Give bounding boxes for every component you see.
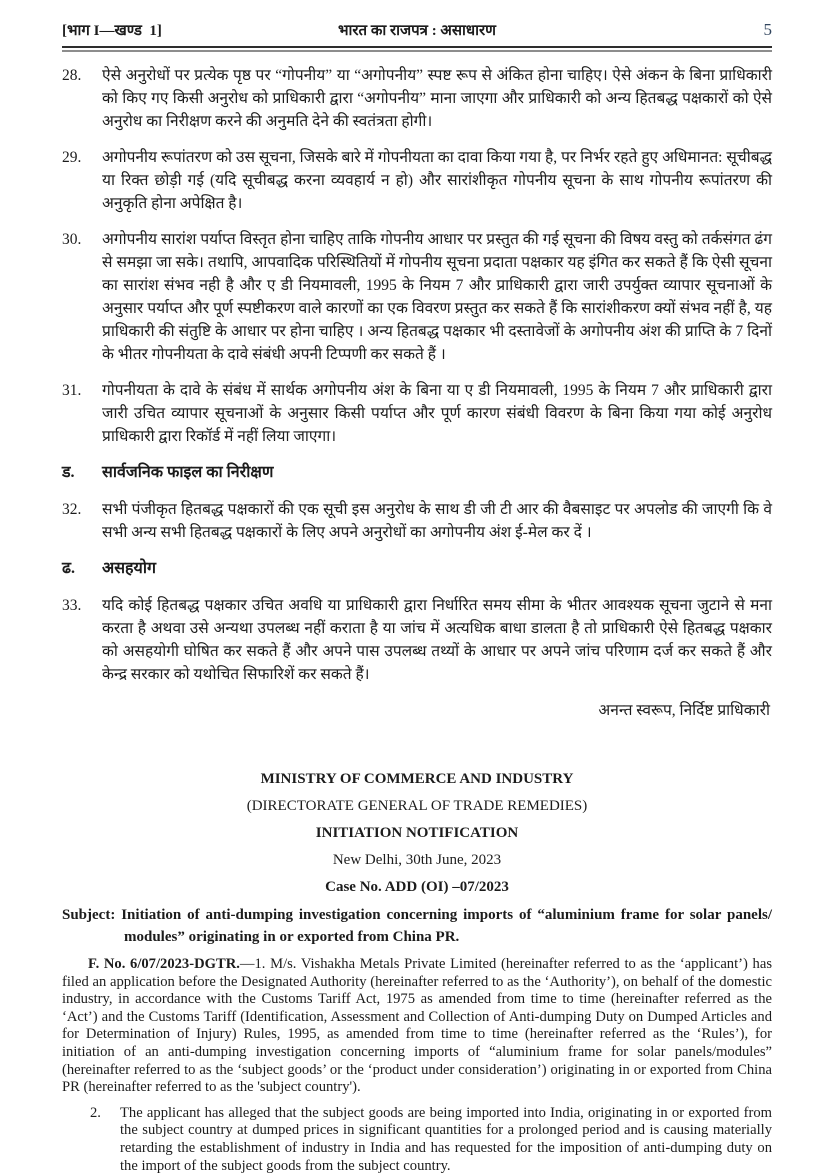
gazette-title: भारत का राजपत्र : असाधारण [337,23,497,39]
subject-label: Subject: [62,907,116,923]
paragraph-text: —1. M/s. Vishakha Metals Private Limited (hereinafter referred to as the ‘applicant’) has filed an application before the Designated Authority (hereinafter referred to as the ‘Authority’), on behalf of the domestic industry, in accordance with the Customs Tariff Act, 1975 as amended from time to time (hereinafter referred as the ‘Act’) and the Customs Tariff (Identification, Assessment and Collection of Anti-dumping Duty on Dumped Articles and for Determination of Injury) Rules, 1995, as amended from time to time (hereinafter referred as the ‘Rules’), for initiation of an anti-dumping investigation concerning imports of “aluminium frame for solar panels/modules” (hereinafter referred to as the ‘subject goods’ or the ‘product under consideration’) originating in or exported from China PR (hereinafter referred to as the 'subject country'). [62,956,772,1096]
english-paragraph-2 [62,1105,772,1175]
file-number: F. No. 6/07/2023-DGTR. [88,956,240,972]
hindi-paragraph-28 [62,64,772,133]
section-heading-public-file-inspection [62,461,772,484]
hindi-paragraph-29 [62,146,772,215]
hindi-paragraph-30 [62,228,772,366]
hindi-paragraph-32 [62,498,772,544]
paragraph-number: 32. [62,501,82,518]
hindi-paragraph-31 [62,379,772,448]
paragraph-number: 2. [90,1104,101,1121]
paragraph-number: 30. [62,231,82,248]
section-title: असहयोग [102,560,156,577]
paragraph-number: 29. [62,149,82,166]
section-letter: ढ. [62,560,76,577]
paragraph-text: यदि कोई हितबद्ध पक्षकार उचित अवधि या प्राधिकारी द्वारा निर्धारित समय सीमा के भीतर आवश्यक सूचना जुटाने से मना करता है अथवा उसे अन्यथा उपलब्ध नहीं कराता है या जांच में अत्यधिक बाधा डालता है तो प्राधिकारी ऐसे हितबद्ध पक्षकार को असहयोगी घोषित कर सकते हैं और अपने पास उपलब्ध तथ्यों के आधार पर अपने जांच परिणाम दर्ज कर सकते हैं और केन्द्र सरकार को यथोचित सिफारिशें कर सकते हैं। [102,597,772,683]
hindi-paragraph-33 [62,594,772,686]
paragraph-number: 28. [62,67,82,84]
subject-text: Initiation of anti-dumping investigation concerning imports of “aluminium frame for solar panels/ modules” originating in or exported from China PR. [121,907,773,945]
paragraph-number: 33. [62,597,82,614]
paragraph-number: 31. [62,382,82,399]
section-letter: ड. [62,464,75,481]
english-heading-block [62,770,772,896]
hindi-section [62,64,772,722]
paragraph-text: ऐसे अनुरोधों पर प्रत्येक पृष्ठ पर “गोपनीय” या “अगोपनीय” स्पष्ट रूप से अंकित होना चाहिए। ऐसे अंकन के बिना प्राधिकारी को किए गए किसी अनुरोध को प्राधिकारी द्वारा “अगोपनीय” माना जाएगा और प्राधिकारी को अन्य हितबद्ध पक्षकारों को ऐसे अनुरोध का निरीक्षण करने की अनुमति देने की स्वतंत्रता होगी। [102,67,772,130]
english-paragraph-1 [62,956,772,1097]
paragraph-text: सभी पंजीकृत हितबद्ध पक्षकारों की एक सूची इस अनुरोध के साथ डी जी टी आर की वैबसाइट पर अपलोड की जाएगी कि वे सभी अन्य सभी हितबद्ध पक्षकारों के लिए अपने अनुरोधों का अगोपनीय अंश ई-मेल कर दें । [102,501,772,541]
section-spacer [62,722,772,770]
subject-line [62,905,772,948]
gazette-header [62,20,772,41]
page-number: 5 [763,20,772,39]
paragraph-text: अगोपनीय रूपांतरण को उस सूचना, जिसके बारे में गोपनीयता का दावा किया गया है, पर निर्भर रहते हुए अधिमानत: सूचीबद्ध या रिक्त छोड़ी गई (यदि सूचीबद्ध करना व्यवहार्य न हो) और सारांशीकृत गोपनीय सूचना के साथ गोपनीय रूपांतरण की अनुकृति होना अपेक्षित है। [102,149,772,212]
section-title: सार्वजनिक फाइल का निरीक्षण [102,464,274,481]
paragraph-text: अगोपनीय सारांश पर्याप्त विस्तृत होना चाहिए ताकि गोपनीय आधार पर प्रस्तुत की गई सूचना की विषय वस्तु को तर्कसंगत ढंग से समझा जा सके। तथापि, आपवादिक परिस्थितियों में गोपनीय सूचना प्रदाता पक्षकार यह इंगित कर सकते हैं कि ऐसी सूचना का सारांश संभव नही है और ए डी नियमावली, 1995 के नियम 7 और प्राधिकारी द्वारा जारी उपर्युक्त व्यापार सूचनाओं के अनुसार पर्याप्त और पूर्ण स्पष्टीकरण वाले कारणों का एक विवरण प्रस्तुत कर सकते हैं कि सारांशीकरण क्यों संभव नहीं है, यह प्राधिकारी की संतुष्टि के आधार पर होना चाहिए । अन्य हितबद्ध पक्षकार भी दस्तावेजों के अगोपनीय अंश की प्राप्ति के 7 दिनों के भीतर गोपनीयता के दावे संबंधी अपनी टिप्पणी कर सकते हैं । [102,231,772,363]
paragraph-text: गोपनीयता के दावे के संबंध में सार्थक अगोपनीय अंश के बिना या ए डी नियमावली, 1995 के नियम 7 और प्राधिकारी द्वारा जारी उचित व्यापार सूचनाओं के अनुसार किसी पर्याप्त और पूर्ण कारण संबंधी विवरण के बिना किया गया कोई अनुरोध प्राधिकारी द्वारा रिकॉर्ड में नहीं लिया जाएगा। [102,382,772,445]
header-rule [62,46,772,52]
gazette-part-section: [भाग I—खण्ड 1] [62,23,162,39]
directorate-title: (DIRECTORATE GENERAL OF TRADE REMEDIES) [246,798,588,814]
notification-type: INITIATION NOTIFICATION [315,825,519,841]
paragraph-text: The applicant has alleged that the subject goods are being imported into India, originating in or exported from the subject country at dumped prices in significant quantities for a prolonged period and is causing materially retarding the establishment of industry in India and has requested for the imposition of anti-dumping duty on the import of the subject goods from the subject country. [120,1104,772,1174]
place-and-date: New Delhi, 30th June, 2023 [332,852,502,868]
ministry-title: MINISTRY OF COMMERCE AND INDUSTRY [260,771,574,787]
section-heading-noncooperation [62,557,772,580]
signature-designated-authority: अनन्त स्वरूप, निर्दिष्ट प्राधिकारी [598,702,770,719]
case-number: Case No. ADD (OI) –07/2023 [325,879,509,895]
